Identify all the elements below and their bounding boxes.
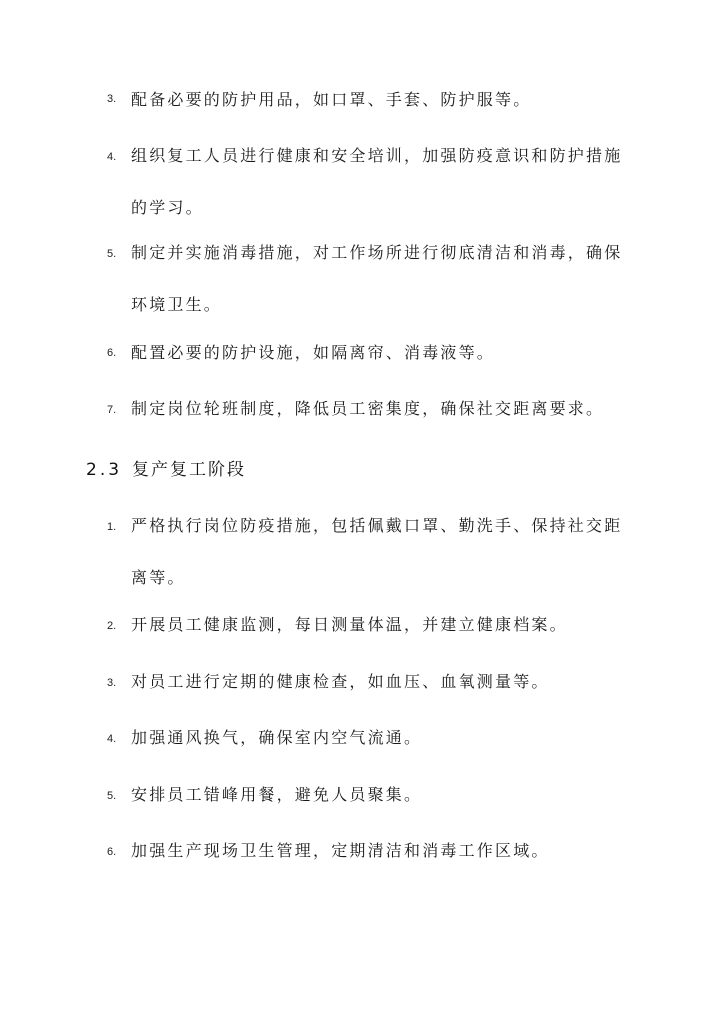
list-item-number: 2.: [107, 620, 117, 632]
list-item-number: 6.: [107, 347, 117, 359]
list-item-text: 开展员工健康监测，每日测量体温，并建立健康档案。: [131, 615, 568, 634]
list-item-text: 制定岗位轮班制度，降低员工密集度，确保社交距离要求。: [131, 399, 605, 418]
list-item-text: 对员工进行定期的健康检查，如血压、血氧测量等。: [131, 672, 550, 691]
list-item-number: 3.: [107, 93, 117, 105]
list-item-text: 组织复工人员进行健康和安全培训，加强防疫意识和防护措施的学习。: [131, 146, 623, 217]
list-item-text: 配置必要的防护设施，如隔离帘、消毒液等。: [131, 343, 496, 362]
section-heading: [86, 455, 246, 480]
section-number: 2.3: [86, 460, 123, 480]
list-item-number: 5.: [107, 790, 117, 802]
list-item-text: 制定并实施消毒措施，对工作场所进行彻底清洁和消毒，确保环境卫生。: [131, 243, 623, 314]
list-item-number: 4.: [107, 733, 117, 745]
list-item-number: 3.: [107, 677, 117, 689]
list-item-text: 加强通风换气，确保室内空气流通。: [131, 728, 423, 747]
section-title: 复产复工阶段: [132, 460, 247, 480]
list-item-text: 严格执行岗位防疫措施，包括佩戴口罩、勤洗手、保持社交距离等。: [131, 516, 623, 587]
list-item-text: 配备必要的防护用品，如口罩、手套、防护服等。: [131, 90, 532, 109]
list-item-text: 安排员工错峰用餐，避免人员聚集。: [131, 785, 423, 804]
list-item-text: 加强生产现场卫生管理，定期清洁和消毒工作区域。: [131, 841, 550, 860]
list-item-number: 1.: [107, 521, 117, 533]
list-item-number: 4.: [107, 151, 117, 163]
list-item-number: 7.: [107, 404, 117, 416]
list-item-number: 6.: [107, 846, 117, 858]
list-item-number: 5.: [107, 248, 117, 260]
